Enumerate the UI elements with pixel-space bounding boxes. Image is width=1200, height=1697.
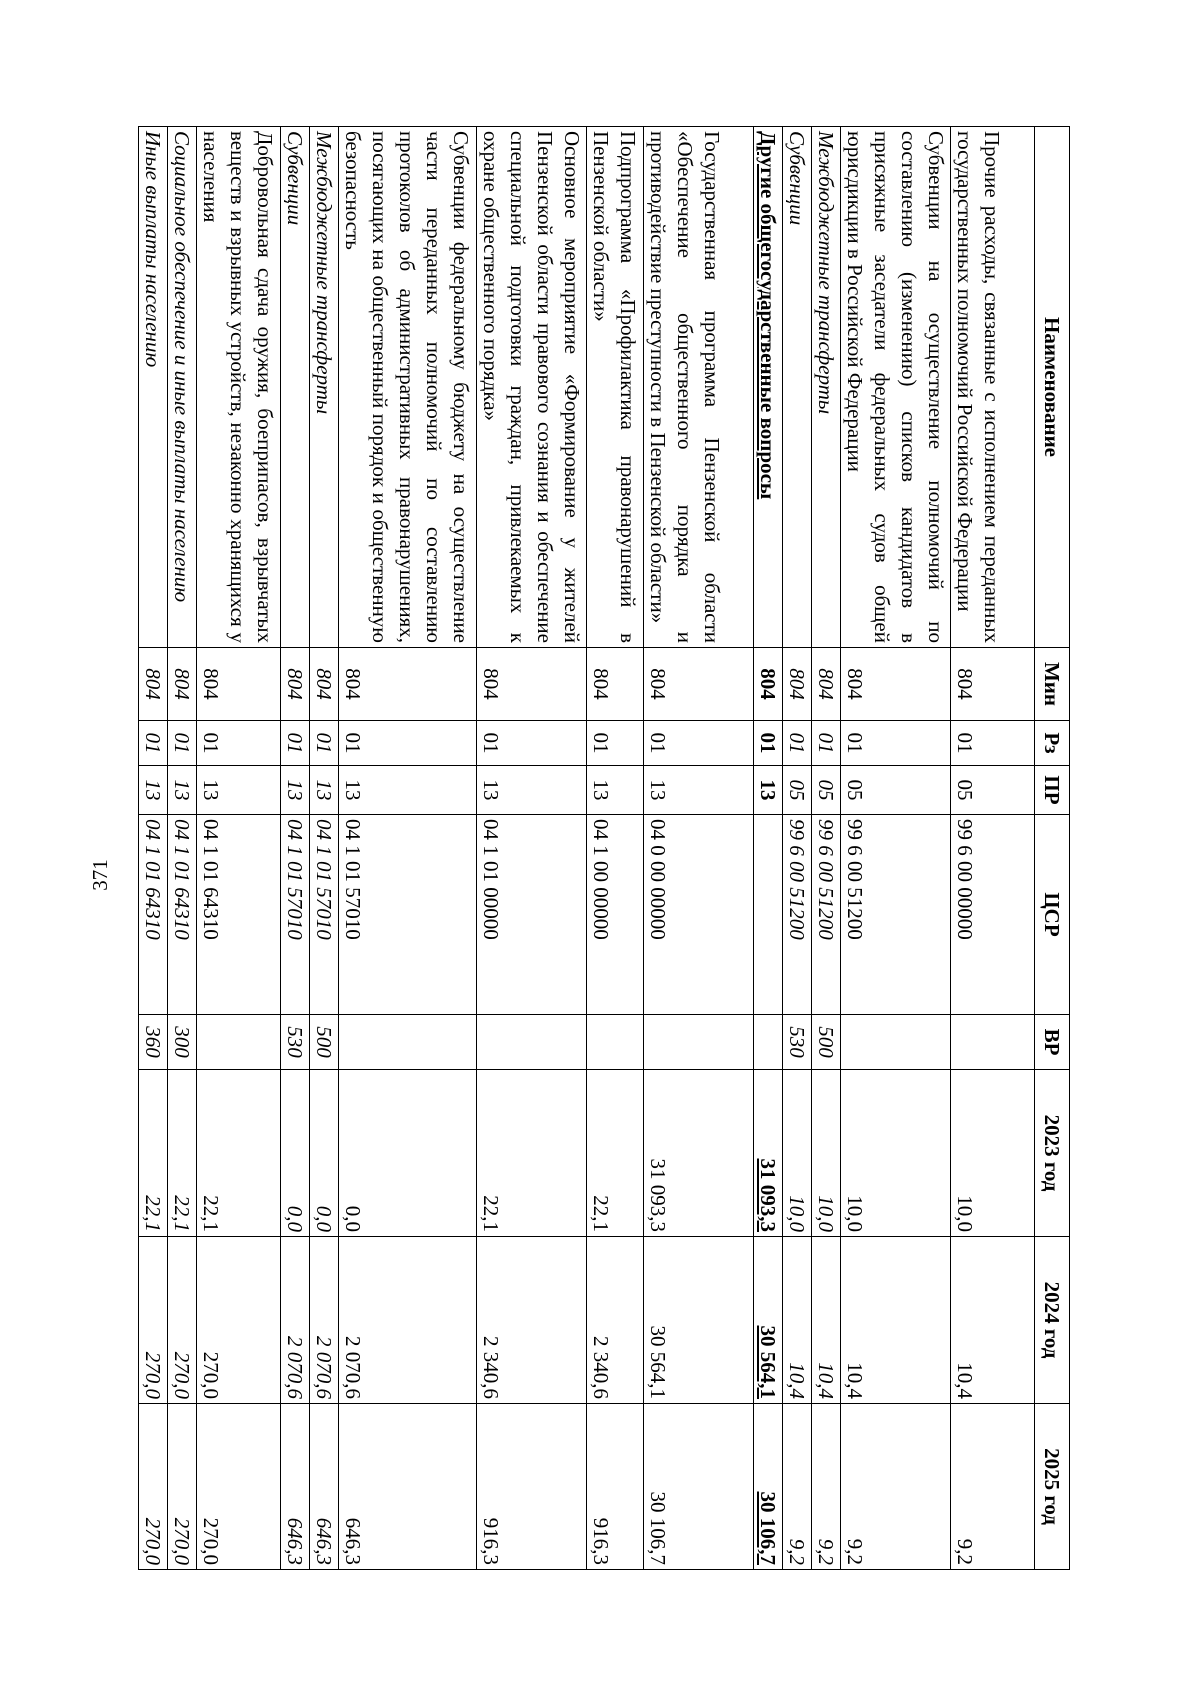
row-2024: 30 564,1 [644, 1237, 754, 1404]
row-2023: 10,0 [783, 1070, 812, 1237]
row-csr: 04 1 01 64310 [139, 815, 168, 1015]
row-min: 804 [139, 648, 168, 721]
row-name: Подпрограмма «Профилактика правонарушений в Пензенской области» [587, 127, 644, 648]
row-rz: 01 [281, 721, 310, 766]
row-vr [339, 1015, 477, 1070]
row-vr [754, 1015, 783, 1070]
header-csr: ЦСР [1035, 815, 1070, 1015]
table-row [197, 127, 281, 1570]
row-2025: 270,0 [168, 1404, 197, 1570]
row-2025: 646,3 [281, 1404, 310, 1570]
row-min: 804 [841, 648, 951, 721]
row-name: Субвенции [281, 127, 310, 648]
row-rz: 01 [587, 721, 644, 766]
row-vr: 530 [783, 1015, 812, 1070]
row-vr [951, 1015, 1035, 1070]
row-min: 804 [168, 648, 197, 721]
row-pr: 13 [754, 766, 783, 815]
table-row [841, 127, 951, 1570]
row-name: Межбюджетные трансферты [812, 127, 841, 648]
header-2025: 2025 год [1035, 1404, 1070, 1570]
table-row [168, 127, 197, 1570]
page-number: 371 [88, 859, 112, 891]
row-2025: 916,3 [587, 1404, 644, 1570]
row-2023: 31 093,3 [644, 1070, 754, 1237]
table-header-row [1035, 127, 1070, 1570]
row-min: 804 [783, 648, 812, 721]
row-2024: 2 070,6 [281, 1237, 310, 1404]
row-2025: 9,2 [841, 1404, 951, 1570]
row-rz: 01 [310, 721, 339, 766]
row-rz: 01 [951, 721, 1035, 766]
row-min: 804 [339, 648, 477, 721]
table-row [812, 127, 841, 1570]
row-2024: 10,4 [812, 1237, 841, 1404]
header-2024: 2024 год [1035, 1237, 1070, 1404]
row-rz: 01 [139, 721, 168, 766]
table-row [754, 127, 783, 1570]
row-2025: 9,2 [951, 1404, 1035, 1570]
row-pr: 13 [139, 766, 168, 815]
row-2023: 22,1 [587, 1070, 644, 1237]
row-2023: 22,1 [477, 1070, 587, 1237]
budget-table [138, 126, 1070, 1570]
header-min: Мин [1035, 648, 1070, 721]
row-2023: 22,1 [197, 1070, 281, 1237]
row-pr: 13 [197, 766, 281, 815]
row-name: Другие общегосударственные вопросы [754, 127, 783, 648]
row-rz: 01 [168, 721, 197, 766]
row-rz: 01 [841, 721, 951, 766]
row-min: 804 [281, 648, 310, 721]
row-2025: 270,0 [139, 1404, 168, 1570]
row-pr: 13 [168, 766, 197, 815]
row-min: 804 [310, 648, 339, 721]
row-pr: 05 [812, 766, 841, 815]
row-csr: 99 6 00 51200 [783, 815, 812, 1015]
row-vr: 500 [310, 1015, 339, 1070]
rotated-table-container [141, 126, 1070, 1569]
table-row [281, 127, 310, 1570]
row-2024: 10,4 [951, 1237, 1035, 1404]
row-min: 804 [754, 648, 783, 721]
row-2023: 10,0 [841, 1070, 951, 1237]
row-pr: 05 [783, 766, 812, 815]
table-row [139, 127, 168, 1570]
row-2023: 10,0 [951, 1070, 1035, 1237]
row-2023: 22,1 [139, 1070, 168, 1237]
row-rz: 01 [339, 721, 477, 766]
table-row [951, 127, 1035, 1570]
header-vr: ВР [1035, 1015, 1070, 1070]
row-csr: 04 1 01 57010 [281, 815, 310, 1015]
table-row [477, 127, 587, 1570]
row-pr: 05 [841, 766, 951, 815]
row-2024: 2 340,6 [477, 1237, 587, 1404]
row-2024: 30 564,1 [754, 1237, 783, 1404]
row-vr [841, 1015, 951, 1070]
row-vr [197, 1015, 281, 1070]
row-csr: 04 1 01 64310 [197, 815, 281, 1015]
row-2025: 916,3 [477, 1404, 587, 1570]
row-csr: 04 1 01 57010 [339, 815, 477, 1015]
row-csr: 04 1 01 57010 [310, 815, 339, 1015]
header-rz: Рз [1035, 721, 1070, 766]
row-pr: 13 [587, 766, 644, 815]
row-2024: 10,4 [841, 1237, 951, 1404]
row-2023: 0,0 [310, 1070, 339, 1237]
row-name: Межбюджетные трансферты [310, 127, 339, 648]
header-pr: ПР [1035, 766, 1070, 815]
row-2025: 646,3 [339, 1404, 477, 1570]
row-pr: 05 [951, 766, 1035, 815]
header-name: Наименование [1035, 127, 1070, 648]
row-2025: 270,0 [197, 1404, 281, 1570]
row-rz: 01 [754, 721, 783, 766]
row-csr: 04 1 01 64310 [168, 815, 197, 1015]
row-2023: 0,0 [339, 1070, 477, 1237]
row-min: 804 [812, 648, 841, 721]
row-min: 804 [587, 648, 644, 721]
row-2023: 10,0 [812, 1070, 841, 1237]
row-2025: 646,3 [310, 1404, 339, 1570]
row-2023: 31 093,3 [754, 1070, 783, 1237]
row-csr: 99 6 00 51200 [841, 815, 951, 1015]
row-min: 804 [644, 648, 754, 721]
row-2024: 10,4 [783, 1237, 812, 1404]
row-pr: 13 [310, 766, 339, 815]
row-min: 804 [197, 648, 281, 721]
row-pr: 13 [477, 766, 587, 815]
table-row [339, 127, 477, 1570]
row-pr: 13 [644, 766, 754, 815]
row-name: Государственная программа Пензенской области «Обеспечение общественного порядка и противодействие преступности в Пензенской области» [644, 127, 754, 648]
row-2025: 9,2 [783, 1404, 812, 1570]
row-name: Иные выплаты населению [139, 127, 168, 648]
row-2025: 9,2 [812, 1404, 841, 1570]
row-2024: 2 070,6 [339, 1237, 477, 1404]
row-vr: 530 [281, 1015, 310, 1070]
row-2024: 2 070,6 [310, 1237, 339, 1404]
row-name: Субвенции федеральному бюджету на осуществление части переданных полномочий по составлению протоколов об административных правонарушениях, посягающих на общественный порядок и общественную безопасность [339, 127, 477, 648]
row-name: Субвенции на осуществление полномочий по составлению (изменению) списков кандидатов в присяжные заседатели федеральных судов общей юрисдикции в Российской Федерации [841, 127, 951, 648]
row-min: 804 [951, 648, 1035, 721]
row-vr: 300 [168, 1015, 197, 1070]
row-name: Прочие расходы, связанные с исполнением переданных государственных полномочий Российской Федерации [951, 127, 1035, 648]
table-row [644, 127, 754, 1570]
header-2023: 2023 год [1035, 1070, 1070, 1237]
row-2023: 0,0 [281, 1070, 310, 1237]
row-name: Добровольная сдача оружия, боеприпасов, взрывчатых веществ и взрывных устройств, незаконно хранящихся у населения [197, 127, 281, 648]
table-row [310, 127, 339, 1570]
table-row [783, 127, 812, 1570]
row-2024: 270,0 [139, 1237, 168, 1404]
row-2025: 30 106,7 [644, 1404, 754, 1570]
row-name: Субвенции [783, 127, 812, 648]
row-csr: 99 6 00 00000 [951, 815, 1035, 1015]
row-rz: 01 [477, 721, 587, 766]
row-rz: 01 [783, 721, 812, 766]
row-vr: 360 [139, 1015, 168, 1070]
row-2024: 270,0 [168, 1237, 197, 1404]
row-csr: 04 0 00 00000 [644, 815, 754, 1015]
row-csr: 04 1 01 00000 [477, 815, 587, 1015]
row-name: Основное мероприятие «Формирование у жителей Пензенской области правового сознания и обеспечение специальной подготовки граждан, привлекаемых к охране общественного порядка» [477, 127, 587, 648]
row-2024: 270,0 [197, 1237, 281, 1404]
row-2025: 30 106,7 [754, 1404, 783, 1570]
row-csr [754, 815, 783, 1015]
row-csr: 99 6 00 51200 [812, 815, 841, 1015]
row-vr: 500 [812, 1015, 841, 1070]
row-name: Социальное обеспечение и иные выплаты населению [168, 127, 197, 648]
row-rz: 01 [197, 721, 281, 766]
row-2024: 2 340,6 [587, 1237, 644, 1404]
table-row [587, 127, 644, 1570]
row-rz: 01 [812, 721, 841, 766]
row-csr: 04 1 00 00000 [587, 815, 644, 1015]
row-pr: 13 [281, 766, 310, 815]
row-rz: 01 [644, 721, 754, 766]
row-pr: 13 [339, 766, 477, 815]
row-2023: 22,1 [168, 1070, 197, 1237]
row-min: 804 [477, 648, 587, 721]
row-vr [587, 1015, 644, 1070]
row-vr [477, 1015, 587, 1070]
row-vr [644, 1015, 754, 1070]
